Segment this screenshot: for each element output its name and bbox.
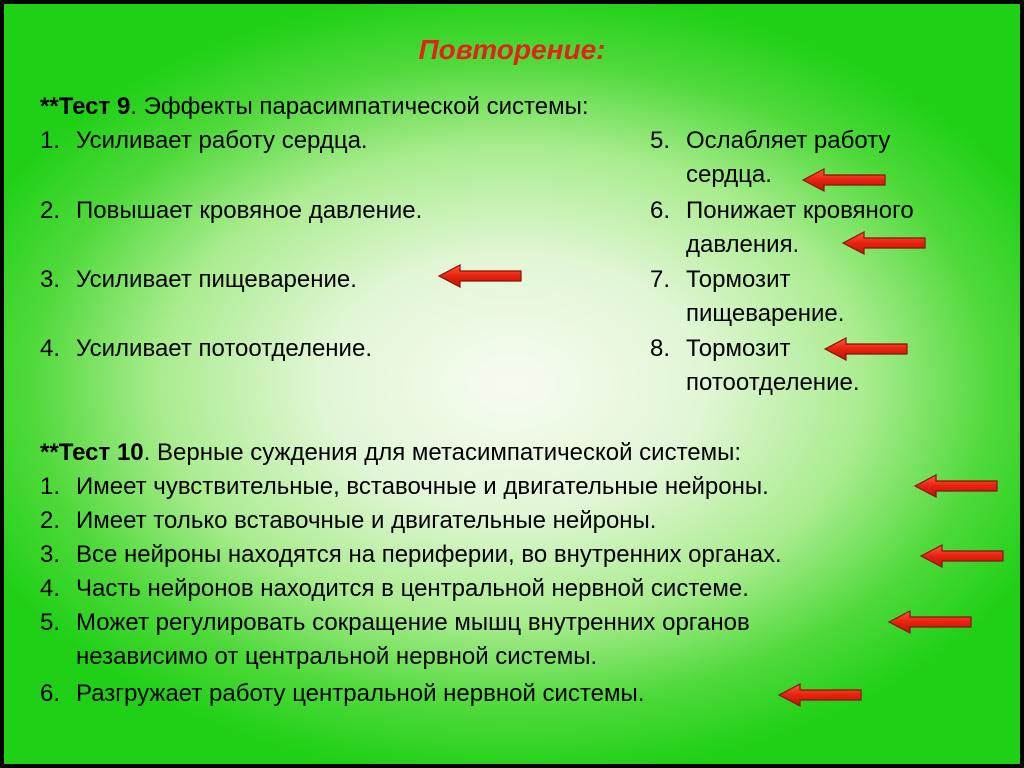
test10-label: Тест 10 (58, 439, 144, 466)
test10-item-2 (40, 504, 656, 538)
test9-label: Тест 9 (58, 93, 131, 120)
test9-item-4 (40, 332, 372, 366)
test9-item-2 (40, 194, 422, 228)
left-arrow-icon (888, 609, 972, 635)
item-text: Все нейроны находятся на периферии, во внутренних органах. (76, 541, 782, 568)
left-arrow-icon (824, 336, 908, 362)
left-arrow-icon (438, 263, 522, 289)
item-number: 6. (40, 680, 61, 707)
item-text: Усиливает пищеварение. (76, 266, 357, 293)
test10-item-1 (40, 470, 769, 504)
item-text: Разгружает работу центральной нервной системы. (76, 680, 645, 707)
left-arrow-icon (778, 682, 862, 708)
left-arrow-icon (802, 167, 886, 193)
slide-title: Повторение: (418, 34, 606, 65)
item-number: 5. (650, 127, 671, 154)
test10-description: . Верные суждения для метасимпатической системы: (143, 439, 742, 466)
item-text-continued: сердца. (686, 161, 772, 188)
left-arrow-icon (920, 543, 1004, 569)
item-number: 4. (40, 575, 61, 602)
item-number: 3. (40, 266, 61, 293)
item-text: Может регулировать сокращение мышц внутренних органов (76, 609, 750, 636)
item-text: Ослабляет работу (686, 127, 891, 154)
test9-prefix: ** (40, 93, 59, 120)
test9-item-3 (40, 263, 357, 297)
item-number: 8. (650, 335, 671, 362)
test9-heading (40, 90, 589, 124)
item-text: Часть нейронов находится в центральной нервной системе. (76, 575, 749, 602)
item-text: Имеет чувствительные, вставочные и двигательные нейроны. (76, 473, 769, 500)
item-number: 5. (40, 609, 61, 636)
test10-heading (40, 436, 741, 470)
test10-item-3 (40, 538, 782, 572)
test10-item-5 (40, 606, 750, 674)
test10-prefix: ** (40, 439, 59, 466)
item-number: 3. (40, 541, 61, 568)
item-text-continued: пищеварение. (686, 300, 845, 327)
item-number: 4. (40, 335, 61, 362)
slide (4, 4, 1020, 764)
item-text: Имеет только вставочные и двигательные нейроны. (76, 507, 657, 534)
test10-item-6 (40, 677, 644, 711)
item-number: 6. (650, 197, 671, 224)
item-number: 2. (40, 507, 61, 534)
item-text: Усиливает потоотделение. (76, 335, 372, 362)
item-text-continued: давления. (686, 231, 800, 258)
item-text: Понижает кровяного (686, 197, 914, 224)
left-arrow-icon (842, 230, 926, 256)
test10-item-4 (40, 572, 749, 606)
item-number: 1. (40, 473, 61, 500)
item-text: Тормозит (686, 266, 791, 293)
item-text: Усиливает работу сердца. (76, 127, 368, 154)
item-text: Повышает кровяное давление. (76, 197, 423, 224)
item-text: Тормозит (686, 335, 791, 362)
left-arrow-icon (914, 473, 998, 499)
test9-description: . Эффекты парасимпатической системы: (130, 93, 589, 120)
item-number: 1. (40, 127, 61, 154)
item-text-continued: независимо от центральной нервной системы. (76, 643, 598, 670)
item-number: 7. (650, 266, 671, 293)
item-text-continued: потоотделение. (686, 369, 860, 396)
test9-item-7 (650, 263, 844, 331)
test9-item-1 (40, 124, 368, 158)
item-number: 2. (40, 197, 61, 224)
